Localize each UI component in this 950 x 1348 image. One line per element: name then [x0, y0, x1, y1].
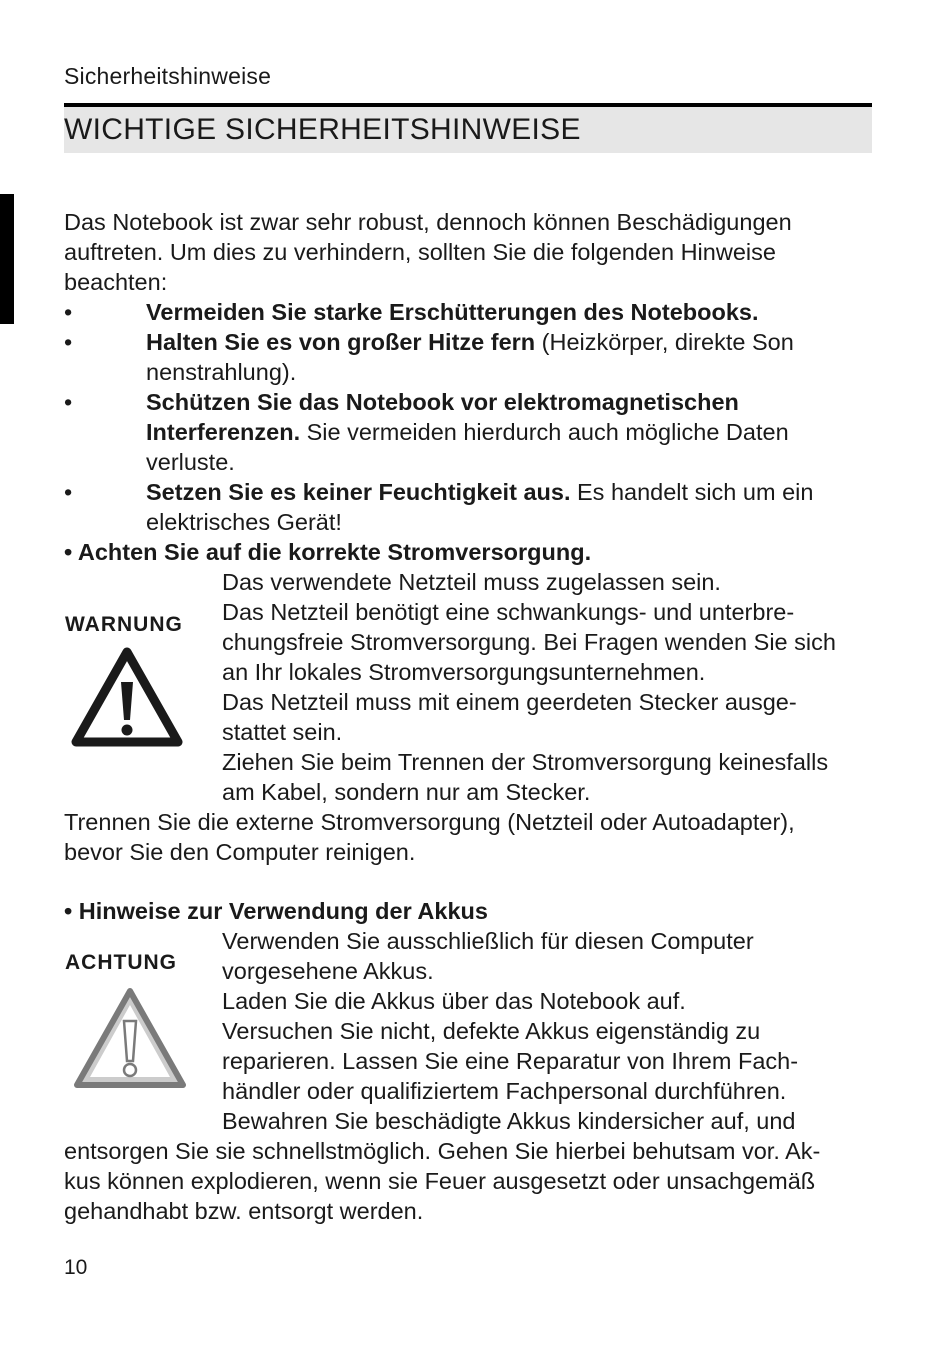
- warning-triangle-icon: [70, 646, 184, 750]
- warning-line: Ziehen Sie beim Trennen der Stromversorgung keinesfalls: [222, 749, 829, 775]
- caution-triangle-icon: [70, 985, 190, 1093]
- running-head: Sicherheitshinweise: [64, 63, 272, 89]
- page-title: WICHTIGE SICHERHEITSHINWEISE: [64, 113, 581, 146]
- bullet-marker: •: [64, 329, 73, 355]
- bullet-4: [146, 477, 813, 507]
- caution-label: ACHTUNG: [65, 951, 177, 974]
- closing-line: entsorgen Sie sie schnellstmöglich. Gehen Sie hierbei behutsam vor. Ak-: [64, 1138, 821, 1164]
- bullet-2: [146, 327, 794, 357]
- page-number: 10: [64, 1256, 88, 1279]
- bullet-2-bold: Halten Sie es von großer Hitze fern: [146, 329, 536, 355]
- warning-line: Das verwendete Netzteil muss zugelassen sein.: [222, 569, 721, 595]
- akkus-heading: • Hinweise zur Verwendung der Akkus: [64, 898, 488, 924]
- caution-line: Versuchen Sie nicht, defekte Akkus eigenständig zu: [222, 1018, 761, 1044]
- warning-line: Das Netzteil muss mit einem geerdeten Stecker ausge-: [222, 689, 797, 715]
- caution-line: Laden Sie die Akkus über das Notebook auf.: [222, 988, 686, 1014]
- caution-line: Verwenden Sie ausschließlich für diesen Computer: [222, 928, 754, 954]
- bullet-marker: •: [64, 299, 73, 325]
- bullet-4-bold: Setzen Sie es keiner Feuchtigkeit aus.: [146, 479, 571, 505]
- warning-line: Das Netzteil benötigt eine schwankungs- und unterbre-: [222, 599, 795, 625]
- closing-line: gehandhabt bzw. entsorgt werden.: [64, 1198, 424, 1224]
- caution-line: Bewahren Sie beschädigte Akkus kindersicher auf, und: [222, 1108, 796, 1134]
- bullet-marker: •: [64, 389, 73, 415]
- bullet-3-cont: verluste.: [146, 449, 235, 475]
- bullet-5: • Achten Sie auf die korrekte Stromversorgung.: [64, 539, 592, 565]
- paragraph-line: Trennen Sie die externe Stromversorgung (Netzteil oder Autoadapter),: [64, 809, 795, 835]
- bullet-4-text: Es handelt sich um ein: [570, 479, 814, 505]
- bullet-3-text: Sie vermeiden hierdurch auch mögliche Daten: [300, 419, 789, 445]
- warning-line: an Ihr lokales Stromversorgungsunternehmen.: [222, 659, 706, 685]
- caution-line: vorgesehene Akkus.: [222, 958, 434, 984]
- closing-line: kus können explodieren, wenn sie Feuer ausgesetzt oder unsachgemäß: [64, 1168, 816, 1194]
- bullet-3: Schützen Sie das Notebook vor elektromagnetischen: [146, 389, 739, 415]
- bullet-2-text: (Heizkörper, direkte Son: [535, 329, 794, 355]
- title-bar: [64, 103, 872, 153]
- caution-line: händler oder qualifiziertem Fachpersonal durchführen.: [222, 1078, 787, 1104]
- bullet-2-cont: nenstrahlung).: [146, 359, 297, 385]
- bullet-3-bold: Interferenzen.: [146, 419, 301, 445]
- bullet-4-cont: elektrisches Gerät!: [146, 509, 342, 535]
- intro-line: Das Notebook ist zwar sehr robust, dennoch können Beschädigungen: [64, 209, 792, 235]
- warning-line: stattet sein.: [222, 719, 343, 745]
- section-tab-marker: [0, 194, 14, 324]
- paragraph-line: bevor Sie den Computer reinigen.: [64, 839, 416, 865]
- intro-line: beachten:: [64, 269, 168, 295]
- warning-line: am Kabel, sondern nur am Stecker.: [222, 779, 591, 805]
- bullet-marker: •: [64, 479, 73, 505]
- caution-line: reparieren. Lassen Sie eine Reparatur von Ihrem Fach-: [222, 1048, 799, 1074]
- warning-label: WARNUNG: [65, 613, 183, 636]
- intro-line: auftreten. Um dies zu verhindern, sollten Sie die folgenden Hinweise: [64, 239, 776, 265]
- bullet-1: Vermeiden Sie starke Erschütterungen des Notebooks.: [146, 299, 759, 325]
- bullet-3-line2: [146, 417, 789, 447]
- warning-line: chungsfreie Stromversorgung. Bei Fragen wenden Sie sich: [222, 629, 836, 655]
